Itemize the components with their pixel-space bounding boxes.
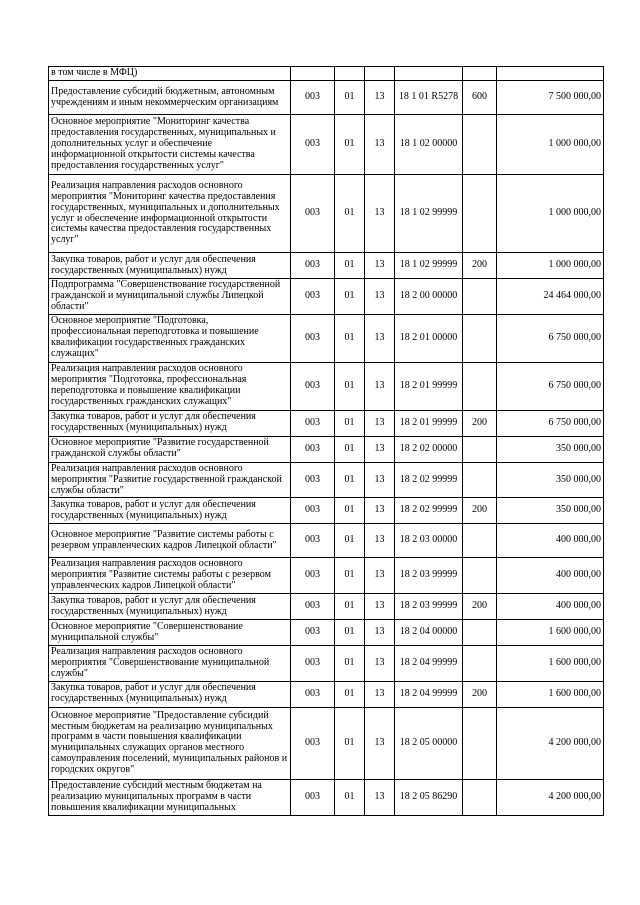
- item-name-cell: Закупка товаров, работ и услуг для обеспечения государственных (муниципальных) нужд: [49, 410, 291, 436]
- item-name-cell: Основное мероприятие "Совершенствование муниципальной службы": [49, 620, 291, 646]
- table-row: [49, 362, 604, 410]
- amount-cell: 6 750 000,00: [497, 362, 604, 410]
- amount-cell: 350 000,00: [497, 462, 604, 498]
- item-name-cell: Основное мероприятие "Подготовка, профессиональная переподготовка и повышение квалификации государственных гражданских служащих": [49, 314, 291, 362]
- admin-code-cell: 003: [291, 81, 335, 115]
- expense-type-cell: [463, 646, 497, 682]
- expense-type-cell: 200: [463, 498, 497, 524]
- target-article-cell: 18 2 01 00000: [395, 314, 463, 362]
- target-article-cell: 18 2 01 99999: [395, 362, 463, 410]
- section-code-cell: 01: [335, 362, 365, 410]
- table-row: [49, 558, 604, 594]
- section-code-cell: 01: [335, 175, 365, 253]
- admin-code-cell: 003: [291, 410, 335, 436]
- subsection-code-cell: 13: [365, 314, 395, 362]
- admin-code-cell: 003: [291, 314, 335, 362]
- table-row: [49, 462, 604, 498]
- amount-cell: [497, 67, 604, 81]
- expense-type-cell: [463, 524, 497, 558]
- amount-cell: 24 464 000,00: [497, 279, 604, 315]
- subsection-code-cell: 13: [365, 779, 395, 815]
- target-article-cell: 18 2 04 99999: [395, 681, 463, 707]
- item-name-cell: Подпрограмма "Совершенствование государственной гражданской и муниципальной службы Липецкой области": [49, 279, 291, 315]
- amount-cell: 1 600 000,00: [497, 620, 604, 646]
- admin-code-cell: 003: [291, 362, 335, 410]
- subsection-code-cell: 13: [365, 681, 395, 707]
- amount-cell: 1 000 000,00: [497, 115, 604, 175]
- table-row: [49, 115, 604, 175]
- admin-code-cell: 003: [291, 462, 335, 498]
- amount-cell: 400 000,00: [497, 524, 604, 558]
- table-row: [49, 279, 604, 315]
- item-name-cell: Основное мероприятие "Развитие системы работы с резервом управленческих кадров Липецкой области": [49, 524, 291, 558]
- section-code-cell: 01: [335, 779, 365, 815]
- subsection-code-cell: 13: [365, 620, 395, 646]
- admin-code-cell: 003: [291, 620, 335, 646]
- budget-table-body: [49, 67, 604, 816]
- section-code-cell: 01: [335, 707, 365, 779]
- admin-code-cell: 003: [291, 175, 335, 253]
- expense-type-cell: [463, 462, 497, 498]
- subsection-code-cell: 13: [365, 279, 395, 315]
- target-article-cell: 18 2 00 00000: [395, 279, 463, 315]
- amount-cell: 400 000,00: [497, 558, 604, 594]
- subsection-code-cell: 13: [365, 362, 395, 410]
- section-code-cell: 01: [335, 594, 365, 620]
- expense-type-cell: [463, 558, 497, 594]
- admin-code-cell: 003: [291, 498, 335, 524]
- section-code-cell: 01: [335, 314, 365, 362]
- table-row: [49, 314, 604, 362]
- subsection-code-cell: 13: [365, 253, 395, 279]
- admin-code-cell: 003: [291, 558, 335, 594]
- target-article-cell: 18 1 02 00000: [395, 115, 463, 175]
- expense-type-cell: [463, 279, 497, 315]
- section-code-cell: 01: [335, 279, 365, 315]
- target-article-cell: 18 2 02 00000: [395, 436, 463, 462]
- target-article-cell: 18 2 04 99999: [395, 646, 463, 682]
- target-article-cell: 18 2 05 00000: [395, 707, 463, 779]
- amount-cell: 1 000 000,00: [497, 253, 604, 279]
- amount-cell: 1 600 000,00: [497, 646, 604, 682]
- item-name-cell: Основное мероприятие "Предоставление субсидий местным бюджетам на реализацию муниципальных программ в части повышения квалификации муниципальных служащих органов местного самоуправления поселений, муниципальных районов и городских округов": [49, 707, 291, 779]
- admin-code-cell: 003: [291, 646, 335, 682]
- expense-type-cell: 200: [463, 681, 497, 707]
- item-name-cell: Реализация направления расходов основного мероприятия "Развитие государственной гражданской службы области": [49, 462, 291, 498]
- table-row: [49, 620, 604, 646]
- amount-cell: 4 200 000,00: [497, 779, 604, 815]
- subsection-code-cell: 13: [365, 558, 395, 594]
- expense-type-cell: 200: [463, 253, 497, 279]
- table-row: [49, 646, 604, 682]
- admin-code-cell: 003: [291, 707, 335, 779]
- admin-code-cell: 003: [291, 436, 335, 462]
- section-code-cell: 01: [335, 81, 365, 115]
- table-row: [49, 175, 604, 253]
- expense-type-cell: [463, 707, 497, 779]
- subsection-code-cell: 13: [365, 646, 395, 682]
- section-code-cell: 01: [335, 524, 365, 558]
- section-code-cell: 01: [335, 646, 365, 682]
- expense-type-cell: 200: [463, 594, 497, 620]
- target-article-cell: 18 2 03 99999: [395, 558, 463, 594]
- subsection-code-cell: 13: [365, 115, 395, 175]
- table-row: [49, 410, 604, 436]
- target-article-cell: [395, 67, 463, 81]
- table-row: [49, 524, 604, 558]
- expense-type-cell: [463, 620, 497, 646]
- target-article-cell: 18 2 02 99999: [395, 498, 463, 524]
- expense-type-cell: [463, 175, 497, 253]
- item-name-cell: Реализация направления расходов основного мероприятия "Мониторинг качества предоставления государственных, муниципальных и дополнительных услуг и обеспечение информационной открытости системы качества предоставления государственных услуг": [49, 175, 291, 253]
- section-code-cell: 01: [335, 410, 365, 436]
- subsection-code-cell: 13: [365, 410, 395, 436]
- item-name-cell: Основное мероприятие "Мониторинг качества предоставления государственных, муниципальных и дополнительных услуг и обеспечение информационной открытости системы качества предоставления государственных услуг": [49, 115, 291, 175]
- target-article-cell: 18 2 01 99999: [395, 410, 463, 436]
- admin-code-cell: 003: [291, 115, 335, 175]
- target-article-cell: 18 1 02 99999: [395, 175, 463, 253]
- target-article-cell: 18 1 02 99999: [395, 253, 463, 279]
- item-name-cell: Закупка товаров, работ и услуг для обеспечения государственных (муниципальных) нужд: [49, 681, 291, 707]
- table-row: [49, 436, 604, 462]
- item-name-cell: в том числе в МФЦ): [49, 67, 291, 81]
- target-article-cell: 18 2 05 86290: [395, 779, 463, 815]
- subsection-code-cell: 13: [365, 498, 395, 524]
- target-article-cell: 18 2 02 99999: [395, 462, 463, 498]
- subsection-code-cell: 13: [365, 462, 395, 498]
- subsection-code-cell: 13: [365, 436, 395, 462]
- admin-code-cell: 003: [291, 779, 335, 815]
- expense-type-cell: [463, 436, 497, 462]
- expense-type-cell: [463, 115, 497, 175]
- section-code-cell: 01: [335, 462, 365, 498]
- amount-cell: 1 600 000,00: [497, 681, 604, 707]
- table-row: [49, 594, 604, 620]
- item-name-cell: Реализация направления расходов основного мероприятия "Подготовка, профессиональная переподготовка и повышение квалификации государственных гражданских служащих": [49, 362, 291, 410]
- amount-cell: 400 000,00: [497, 594, 604, 620]
- subsection-code-cell: 13: [365, 175, 395, 253]
- table-row: [49, 498, 604, 524]
- table-row: [49, 253, 604, 279]
- target-article-cell: 18 2 03 00000: [395, 524, 463, 558]
- item-name-cell: Реализация направления расходов основного мероприятия "Развитие системы работы с резервом управленческих кадров Липецкой области": [49, 558, 291, 594]
- budget-table-page: [48, 66, 603, 816]
- section-code-cell: 01: [335, 115, 365, 175]
- section-code-cell: 01: [335, 436, 365, 462]
- budget-table: [48, 66, 604, 816]
- admin-code-cell: 003: [291, 594, 335, 620]
- subsection-code-cell: 13: [365, 707, 395, 779]
- item-name-cell: Предоставление субсидий бюджетным, автономным учреждениям и иным некоммерческим организациям: [49, 81, 291, 115]
- expense-type-cell: 600: [463, 81, 497, 115]
- subsection-code-cell: 13: [365, 81, 395, 115]
- admin-code-cell: 003: [291, 279, 335, 315]
- subsection-code-cell: 13: [365, 594, 395, 620]
- table-row: [49, 707, 604, 779]
- amount-cell: 6 750 000,00: [497, 314, 604, 362]
- table-row: [49, 779, 604, 815]
- amount-cell: 7 500 000,00: [497, 81, 604, 115]
- item-name-cell: Закупка товаров, работ и услуг для обеспечения государственных (муниципальных) нужд: [49, 594, 291, 620]
- section-code-cell: [335, 67, 365, 81]
- section-code-cell: 01: [335, 253, 365, 279]
- item-name-cell: Закупка товаров, работ и услуг для обеспечения государственных (муниципальных) нужд: [49, 253, 291, 279]
- section-code-cell: 01: [335, 681, 365, 707]
- admin-code-cell: 003: [291, 253, 335, 279]
- amount-cell: 1 000 000,00: [497, 175, 604, 253]
- section-code-cell: 01: [335, 498, 365, 524]
- target-article-cell: 18 2 03 99999: [395, 594, 463, 620]
- table-row: [49, 681, 604, 707]
- amount-cell: 6 750 000,00: [497, 410, 604, 436]
- amount-cell: 350 000,00: [497, 436, 604, 462]
- item-name-cell: Закупка товаров, работ и услуг для обеспечения государственных (муниципальных) нужд: [49, 498, 291, 524]
- admin-code-cell: [291, 67, 335, 81]
- section-code-cell: 01: [335, 558, 365, 594]
- table-row: [49, 67, 604, 81]
- expense-type-cell: 200: [463, 410, 497, 436]
- target-article-cell: 18 1 01 R5278: [395, 81, 463, 115]
- amount-cell: 350 000,00: [497, 498, 604, 524]
- expense-type-cell: [463, 67, 497, 81]
- admin-code-cell: 003: [291, 681, 335, 707]
- admin-code-cell: 003: [291, 524, 335, 558]
- table-row: [49, 81, 604, 115]
- item-name-cell: Предоставление субсидий местным бюджетам на реализацию муниципальных программ в части повышения квалификации муниципальных: [49, 779, 291, 815]
- subsection-code-cell: [365, 67, 395, 81]
- expense-type-cell: [463, 362, 497, 410]
- item-name-cell: Основное мероприятие "Развитие государственной гражданской службы области": [49, 436, 291, 462]
- item-name-cell: Реализация направления расходов основного мероприятия "Совершенствование муниципальной службы": [49, 646, 291, 682]
- section-code-cell: 01: [335, 620, 365, 646]
- target-article-cell: 18 2 04 00000: [395, 620, 463, 646]
- amount-cell: 4 200 000,00: [497, 707, 604, 779]
- subsection-code-cell: 13: [365, 524, 395, 558]
- expense-type-cell: [463, 314, 497, 362]
- expense-type-cell: [463, 779, 497, 815]
